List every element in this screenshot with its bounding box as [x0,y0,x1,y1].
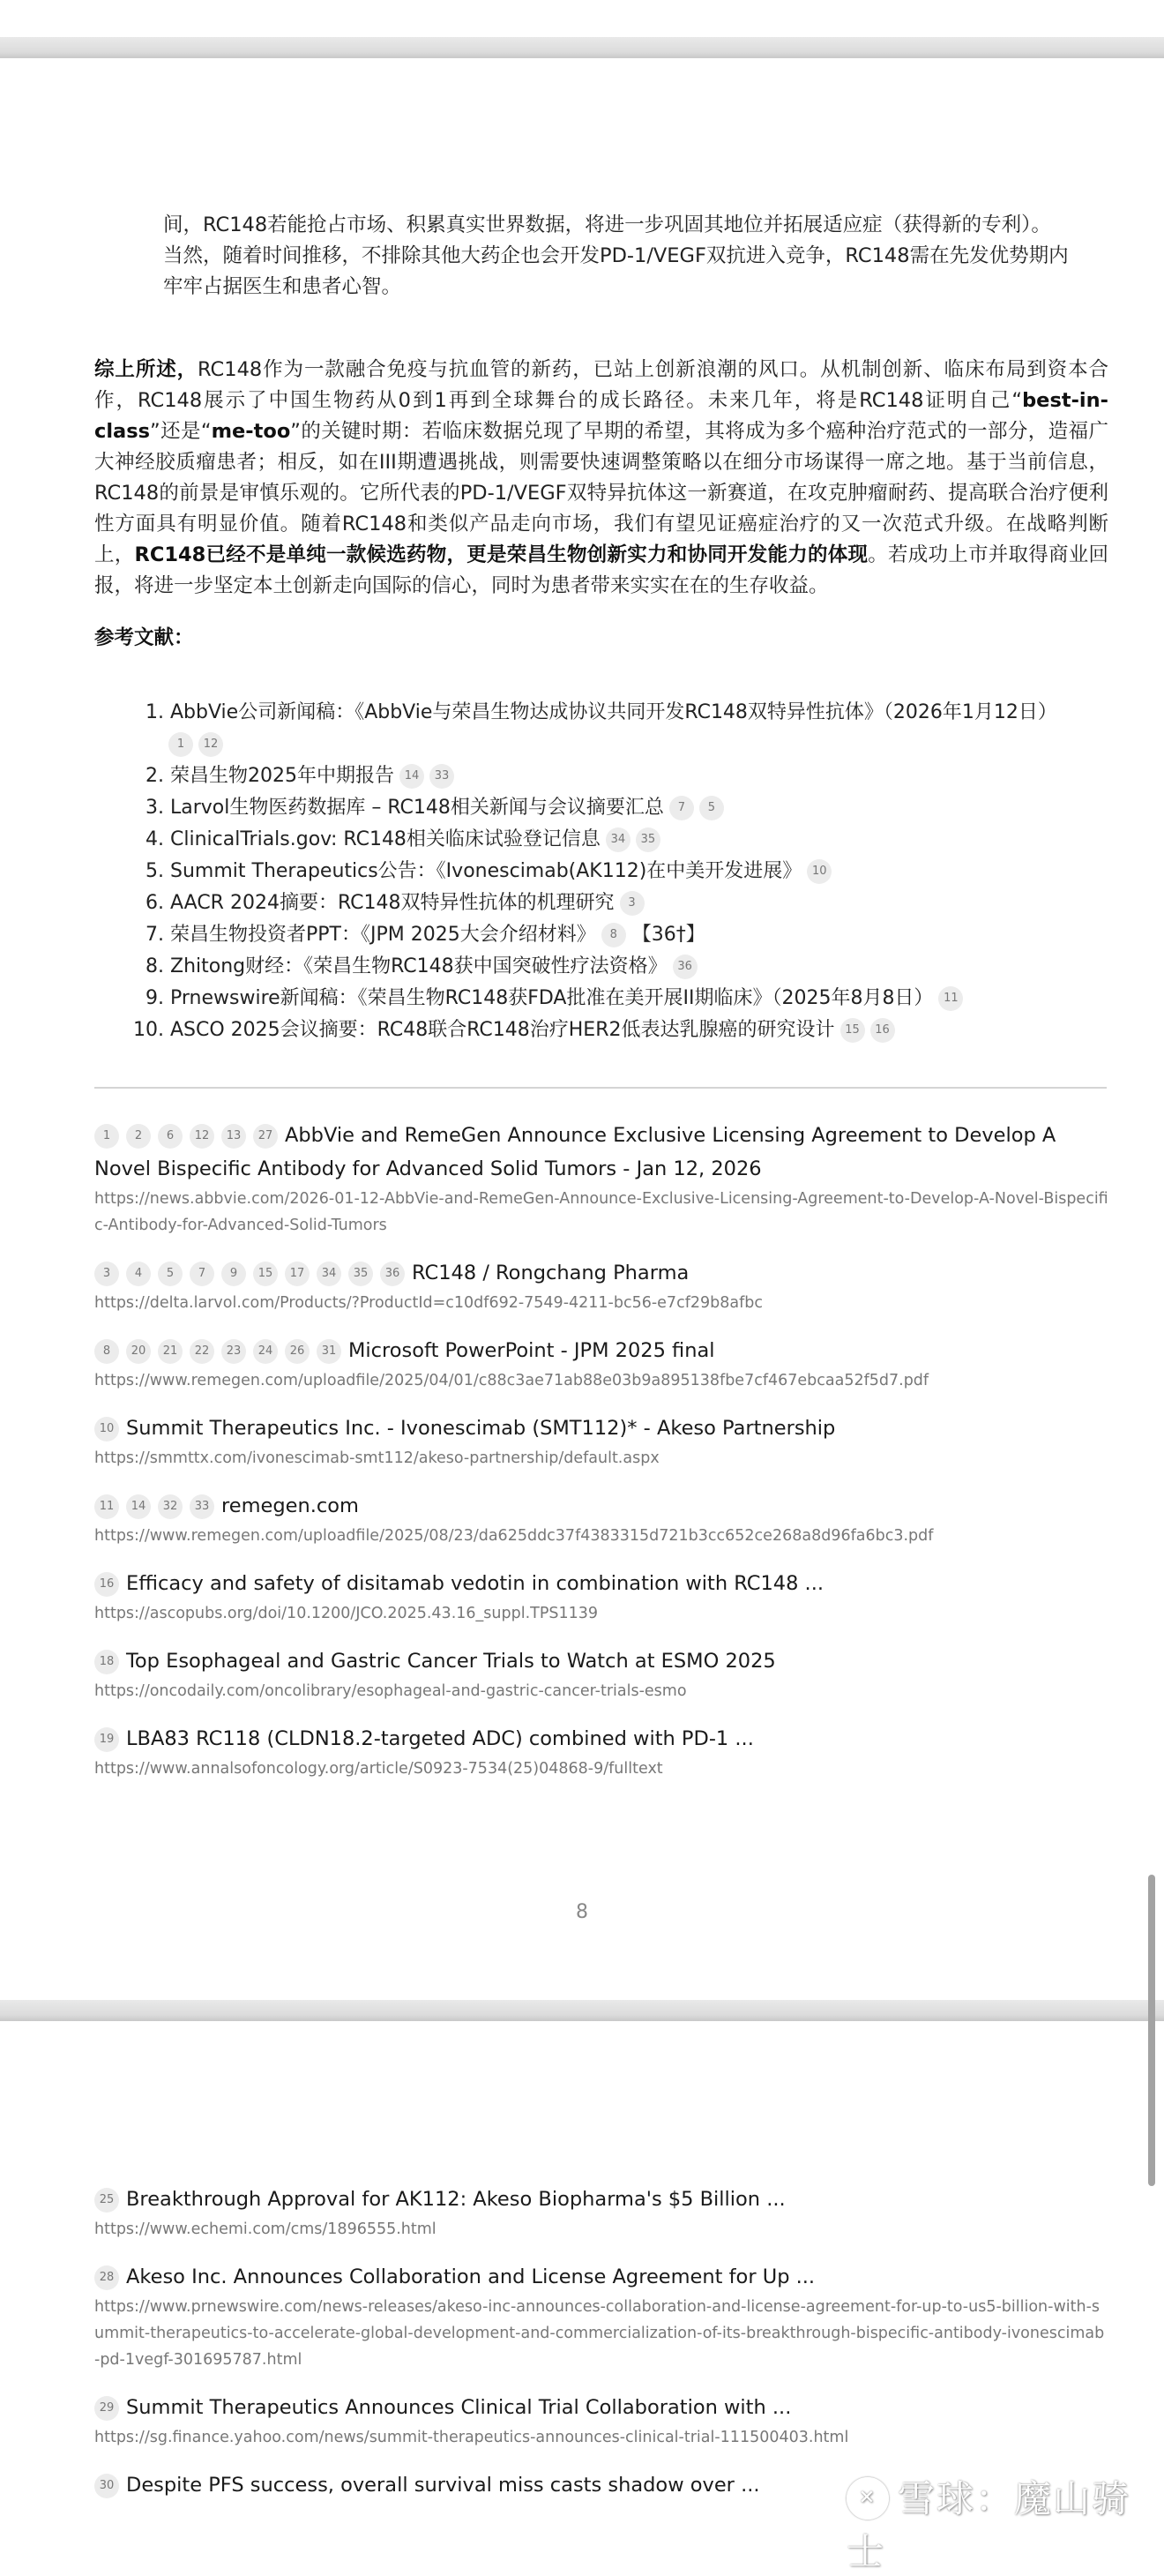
reference-text: Summit Therapeutics公告：《Ivonescimab(AK112)在中美开发进展》 [170,860,802,882]
reference-body [170,983,1111,1015]
citation-badge[interactable]: 24 [253,1339,278,1364]
source-item [94,2260,1108,2373]
source-item [94,1334,1108,1394]
source-title[interactable] [94,1334,1108,1367]
continuation-paragraph [163,210,1116,303]
citation-badge[interactable]: 29 [94,2396,119,2421]
citation-badge[interactable]: 8 [94,1339,119,1364]
reference-body [170,951,1111,983]
citation-badge[interactable]: 16 [870,1018,895,1043]
citation-badge[interactable]: 6 [158,1124,183,1149]
citation-badges [163,729,1111,760]
reference-text: 荣昌生物2025年中期报告 [170,765,394,787]
reference-item [115,760,1111,792]
source-title[interactable] [94,1119,1108,1186]
source-url[interactable]: https://www.remegen.com/uploadfile/2025/04/01/c88c3ae71ab88e03b9a895138fbe7cf467ebcaa52f5d7.pdf [94,1372,929,1389]
reference-number: 10. [133,1019,164,1041]
citation-badge[interactable]: 11 [94,1494,119,1519]
reference-text: AACR 2024摘要：RC148双特异性抗体的机理研究 [170,892,615,914]
reference-number: 4. [146,828,164,850]
citation-badge[interactable]: 27 [253,1124,278,1149]
citation-badge[interactable]: 5 [699,796,724,820]
source-url[interactable]: https://www.prnewswire.com/news-releases/akeso-inc-announces-collaboration-and-license-agreement-for-up-to-us5-billion-with-summit-therapeutics-to-accelerate-global-development-and-commercialization-of-its-breakthrough-bispecific-antibody-ivonescimab-pd-1vegf-301695787.html [94,2298,1105,2369]
source-item [94,1722,1108,1782]
conclusion-text: RC148作为一款融合免疫与抗血管的新药，已站上创新浪潮的风口。从机制创新、临床布局到资本合作，RC148展示了中国生物药从0到1再到全球舞台的成长路径。未来几年，将是RC148证明自己“ [94,358,1108,412]
citation-badge[interactable]: 33 [429,764,454,789]
source-url[interactable]: https://sg.finance.yahoo.com/news/summit-therapeutics-announces-clinical-trial-111500403.html [94,2429,849,2446]
source-title-text[interactable]: Efficacy and safety of disitamab vedotin in combination with RC148 ... [126,1572,824,1595]
conclusion-text: ”的关键时期：若临床数据兑现了早期的希望，其将成为多个癌种治疗范式的一部分，造福广大神经胶质瘤患者；相反，如在III期遭遇挑战，则需要快速调整策略以在细分市场谋得一席之地。基于当前信息，RC148的前景是审慎乐观的。它所代表的PD-1/VEGF双特异抗体这一新赛道，在攻克肿瘤耐药、提高联合治疗便利性方面具有明显价值。随着RC148和类似产品走向市场，我们有望见证癌症治疗的又一次范式升级。在战略判断上， [94,420,1108,566]
citation-badge[interactable]: 33 [190,1494,214,1519]
source-title[interactable] [94,1644,1108,1678]
page-number: 8 [576,1901,588,1923]
source-title-text[interactable]: Breakthrough Approval for AK112: Akeso Biopharma's $5 Billion ... [126,2188,786,2211]
source-title-text[interactable]: AbbVie and RemeGen Announce Exclusive Licensing Agreement to Develop A Novel Bispecific Antibody for Advanced Solid Tumors - Jan 12, 2026 [94,1124,1056,1180]
me-too-term: me-too [211,420,291,443]
source-title-text[interactable]: Summit Therapeutics Announces Clinical Trial Collaboration with ... [126,2396,792,2419]
citation-badge[interactable]: 19 [94,1727,119,1752]
reference-text: Prnewswire新闻稿：《荣昌生物RC148获FDA批准在美开展II期临床》（2025年8月8日） [170,987,934,1009]
source-title[interactable] [94,1567,1108,1600]
citation-badge[interactable]: 7 [190,1262,214,1286]
reference-text: 荣昌生物投资者PPT：《JPM 2025大会介绍材料》 [170,924,596,946]
references-heading: 参考文献： [94,626,194,649]
citation-badge[interactable]: 25 [94,2188,119,2213]
source-title[interactable] [94,2183,1108,2216]
reference-number: 7. [146,924,164,946]
source-item [94,1256,1108,1316]
reference-number: 3. [146,797,164,819]
source-item [94,1644,1108,1704]
source-title-text[interactable]: LBA83 RC118 (CLDN18.2-targeted ADC) combined with PD-1 ... [126,1727,754,1750]
citation-badge[interactable]: 3 [94,1262,119,1286]
sources-list-continued [94,2183,1108,2520]
reference-text: AbbVie公司新闻稿：《AbbVie与荣昌生物达成协议共同开发RC148双特异性抗体》（2026年1月12日） [170,701,1057,723]
source-title[interactable] [94,1412,1108,1445]
citation-badge[interactable]: 15 [253,1262,278,1286]
source-title-text[interactable]: remegen.com [221,1494,359,1517]
citation-badge[interactable]: 14 [399,764,424,789]
reference-body [170,760,1111,792]
source-url[interactable]: https://ascopubs.org/doi/10.1200/JCO.2025.43.16_suppl.TPS1139 [94,1605,599,1622]
source-title[interactable] [94,1722,1108,1756]
reference-body [170,856,1111,887]
reference-item [115,856,1111,887]
citation-badge[interactable]: 34 [317,1262,341,1286]
conclusion-text: ”还是“ [150,420,212,443]
citation-badge[interactable]: 5 [158,1262,183,1286]
source-title[interactable] [94,1489,1108,1523]
citation-badge[interactable]: 7 [669,796,694,820]
source-title[interactable] [94,2391,1108,2424]
source-title-text[interactable]: Summit Therapeutics Inc. - Ivonescimab (SMT112)* - Akeso Partnership [126,1417,836,1440]
citation-badge[interactable]: 35 [636,827,660,852]
page-gap-band-top [0,37,1164,58]
section-divider [94,1087,1107,1089]
source-url[interactable]: https://delta.larvol.com/Products/?ProductId=c10df692-7549-4211-bc56-e7cf29b8afbc [94,1294,763,1312]
reference-item [115,1015,1111,1046]
source-url[interactable]: https://www.echemi.com/cms/1896555.html [94,2220,436,2238]
reference-item [115,697,1111,760]
xueqiu-logo-icon: ✕ [847,2477,889,2520]
watermark-text: 雪球：魔山骑士 [847,2477,1131,2573]
citation-badge[interactable]: 4 [126,1262,151,1286]
reference-text: ClinicalTrials.gov: RC148相关临床试验登记信息 [170,828,601,850]
source-title-text[interactable]: RC148 / Rongchang Pharma [412,1262,690,1284]
reference-text: Larvol生物医药数据库 – RC148相关新闻与会议摘要汇总 [170,797,664,819]
reference-body [170,824,1111,856]
citation-badge[interactable]: 1 [168,732,193,757]
watermark [847,2470,1164,2576]
citation-badge[interactable]: 36 [380,1262,405,1286]
paragraph-line: 间，RC148若能抢占市场、积累真实世界数据，将进一步巩固其地位并拓展适应症（获得新的专利）。 [163,213,1051,236]
citation-badge[interactable]: 2 [126,1124,151,1149]
citation-badge[interactable]: 11 [938,986,963,1011]
source-title-text[interactable]: Despite PFS success, overall survival miss casts shadow over ... [126,2474,760,2497]
citation-badge[interactable]: 3 [620,891,645,916]
citation-badge[interactable]: 28 [94,2265,119,2290]
citation-badge[interactable]: 35 [348,1262,373,1286]
source-item [94,2391,1108,2451]
reference-body [170,919,1111,951]
citation-badge[interactable]: 17 [285,1262,310,1286]
citation-badge[interactable]: 20 [126,1339,151,1364]
source-url[interactable]: https://oncodaily.com/oncolibrary/esophageal-and-gastric-cancer-trials-esmo [94,1682,687,1700]
reference-item [115,983,1111,1015]
paragraph-line: 当然，随着时间推移，不排除其他大药企也会开发PD-1/VEGF双抗进入竞争，RC148需在先发优势期内 [163,244,1069,267]
citation-badge[interactable]: 26 [285,1339,310,1364]
citation-badge[interactable]: 12 [198,732,223,757]
reference-text: ASCO 2025会议摘要：RC48联合RC148治疗HER2低表达乳腺癌的研究设计 [170,1019,835,1041]
reference-body [170,1015,1111,1046]
citation-badge[interactable]: 15 [840,1018,865,1043]
reference-item [115,824,1111,856]
reference-item [115,792,1111,824]
source-url[interactable]: https://www.remegen.com/uploadfile/2025/08/23/da625ddc37f4383315d721b3cc652ce268a8d96fa6bc3.pdf [94,1527,934,1545]
source-title-text[interactable]: Microsoft PowerPoint - JPM 2025 final [348,1339,715,1362]
reference-number: 6. [146,892,164,914]
reference-extra: 【36†】 [631,924,705,946]
citation-badge[interactable]: 10 [94,1417,119,1442]
conclusion-paragraph [94,355,1108,602]
reference-text: Zhitong财经：《荣昌生物RC148获中国突破性疗法资格》 [170,955,668,977]
reference-number: 1. [146,701,164,723]
citation-badge[interactable]: 8 [601,923,626,947]
source-url[interactable]: https://news.abbvie.com/2026-01-12-AbbVie-and-RemeGen-Announce-Exclusive-Licensing-Agreement-to-Develop-A-Novel-Bispecific-Antibody-for-Advanced-Solid-Tumors [94,1190,1108,1234]
reference-body [170,792,1111,824]
reference-body [170,887,1111,919]
conclusion-text: 。若成功上市并取得商业回报，将进一步坚定本土创新走向国际的信心，同时为患者带来实实在在的生存收益。 [94,543,1108,597]
reference-number: 8. [146,955,164,977]
citation-badge[interactable]: 14 [126,1494,151,1519]
reference-item [115,919,1111,951]
source-item [94,1489,1108,1549]
source-url[interactable]: https://www.annalsofoncology.org/article/S0923-7534(25)04868-9/fulltext [94,1760,663,1778]
reference-body [170,697,1111,760]
citation-badge[interactable]: 23 [221,1339,246,1364]
source-title-text[interactable]: Akeso Inc. Announces Collaboration and License Agreement for Up ... [126,2265,816,2288]
citation-badge[interactable]: 12 [190,1124,214,1149]
citation-badge[interactable]: 36 [673,955,698,979]
sources-list [94,1119,1108,1800]
citation-badge[interactable]: 22 [190,1339,214,1364]
citation-badge[interactable]: 32 [158,1494,183,1519]
citation-badge[interactable]: 16 [94,1572,119,1597]
source-title-text[interactable]: Top Esophageal and Gastric Cancer Trials to Watch at ESMO 2025 [126,1650,776,1673]
reference-item [115,951,1111,983]
page-gap-band [0,2000,1164,2021]
references-list [115,697,1111,1046]
reference-number: 2. [146,765,164,787]
citation-badge[interactable]: 1 [94,1124,119,1149]
source-item [94,2183,1108,2243]
source-title[interactable] [94,2260,1108,2294]
source-item [94,1567,1108,1627]
paragraph-line: 牢牢占据医生和患者心智。 [163,275,402,298]
reference-item [115,887,1111,919]
citation-badge[interactable]: 30 [94,2474,119,2498]
citation-badge[interactable]: 31 [317,1339,341,1364]
strategy-statement: RC148已经不是单纯一款候选药物，更是荣昌生物创新实力和协同开发能力的体现 [134,543,869,566]
citation-badge[interactable]: 34 [606,827,630,852]
source-title[interactable] [94,1256,1108,1290]
source-item [94,1119,1108,1239]
best-in-class-term: best-in-class [94,389,1108,443]
reference-number: 5. [146,860,164,882]
citation-badge[interactable]: 9 [221,1262,246,1286]
scrollbar-thumb[interactable] [1148,1875,1155,2186]
citation-badge[interactable]: 10 [807,859,832,884]
citation-badge[interactable]: 18 [94,1650,119,1674]
conclusion-lead: 综上所述， [94,358,198,381]
citation-badge[interactable]: 21 [158,1339,183,1364]
citation-badge[interactable]: 13 [221,1124,246,1149]
reference-number: 9. [146,987,164,1009]
source-url[interactable]: https://smmttx.com/ivonescimab-smt112/akeso-partnership/default.aspx [94,1449,660,1467]
source-item [94,1412,1108,1471]
